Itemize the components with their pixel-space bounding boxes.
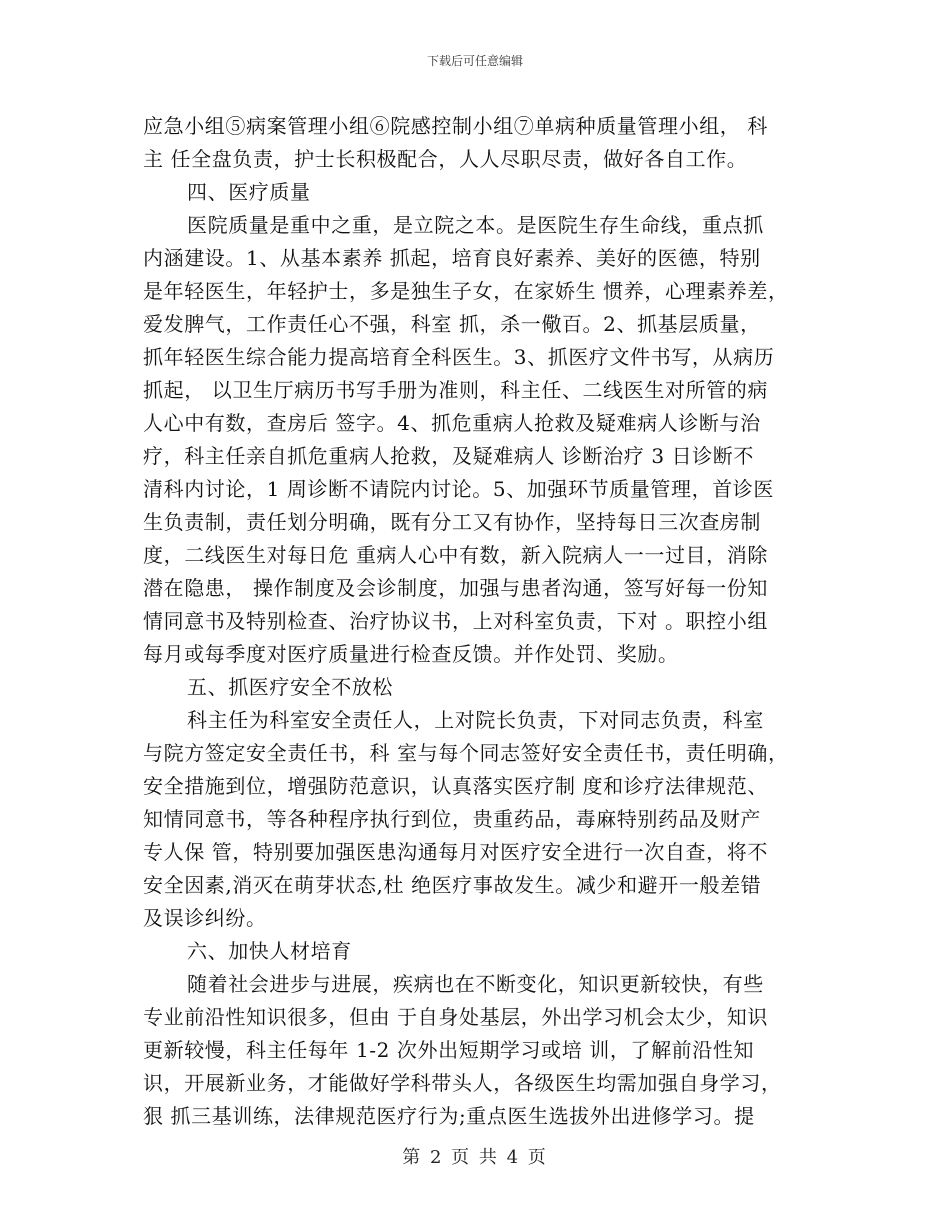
text-line: 情同意书及特别检查、治疗协议书，上对科室负责，下对 。职控小组 — [143, 609, 768, 633]
text-line: 内涵建设。1、从基本素养 抓起，培育良好素养、美好的医德，特别 — [143, 246, 761, 270]
text-line: 科主任为科室安全责任人，上对院长负责，下对同志负责，科室 — [187, 708, 764, 732]
text-line: 主 任全盘负责，护士长积极配合，人人尽职尽责，做好各自工作。 — [143, 147, 748, 171]
document-body — [143, 110, 823, 1133]
section-heading: 六、加快人材培育 — [187, 939, 352, 963]
text-line: 生负责制，责任划分明确，既有分工又有协作，坚持每日三次查房制 — [143, 510, 761, 534]
text-line: 度，二线医生对每日危 重病人心中有数，新入院病人一一过目，消除 — [143, 543, 768, 567]
text-line: 医院质量是重中之重，是立院之本。是医院生存生命线，重点抓 — [187, 213, 764, 237]
text-line: 疗，科主任亲自抓危重病人抢救，及疑难病人 诊断治疗 3 日诊断不 — [143, 444, 754, 468]
text-line: 识，开展新业务，才能做好学科带头人，各级医生均需加强自身学习， — [143, 1071, 782, 1095]
text-line: 是年轻医生，年轻护士，多是独生子女，在家娇生 惯养，心理素养差， — [143, 279, 789, 303]
text-line: 清科内讨论，1 周诊断不请院内讨论。5、加强环节质量管理，首诊医 — [143, 477, 775, 501]
text-line: 抓起， 以卫生厅病历书写手册为准则，科主任、二线医生对所管的病 — [143, 378, 768, 402]
text-line: 潜在隐患， 操作制度及会诊制度，加强与患者沟通，签写好每一份知 — [143, 576, 768, 600]
text-line: 抓年轻医生综合能力提高培育全科医生。3、抓医疗文件书写，从病历 — [143, 345, 775, 369]
text-line: 与院方签定安全责任书，科 室与每个同志签好安全责任书，责任明确， — [143, 741, 789, 765]
text-line: 爱发脾气，工作责任心不强，科室 抓，杀一儆百。2、抓基层质量， — [143, 312, 761, 336]
text-line: 安全措施到位，增强防范意识，认真落实医疗制 度和诊疗法律规范、 — [143, 774, 768, 798]
text-line: 更新较慢，科主任每年 1-2 次外出短期学习或培 训，了解前沿性知 — [143, 1038, 755, 1062]
page-header: 下载后可任意编辑 — [426, 54, 523, 68]
page-number: 第 2 页 共 4 页 — [402, 1147, 548, 1168]
text-line: 人心中有数，查房后 签字。4、抓危重病人抢救及疑难病人诊断与治 — [143, 411, 761, 435]
text-line: 安全因素,消灭在萌芽状态,杜 绝医疗事故发生。减少和避开一般差错 — [143, 873, 762, 897]
text-line: 知情同意书，等各种程序执行到位，贵重药品，毒麻特别药品及财产 — [143, 807, 761, 831]
text-line: 随着社会进步与进展，疾病也在不断变化，知识更新较快，有些 — [187, 972, 764, 996]
section-heading: 四、医疗质量 — [187, 180, 311, 204]
text-line: 每月或每季度对医疗质量进行检查反馈。并作处罚、奖励。 — [143, 642, 679, 666]
text-line: 狠 抓三基训练，法律规范医疗行为;重点医生选拔外出进修学习。提 — [143, 1104, 755, 1128]
text-line: 及误诊纠纷。 — [143, 906, 267, 930]
text-line: 专业前沿性知识很多，但由 于自身处基层，外出学习机会太少，知识 — [143, 1005, 768, 1029]
section-heading: 五、抓医疗安全不放松 — [187, 675, 393, 699]
text-line: 应急小组⑤病案管理小组⑥院感控制小组⑦单病种质量管理小组， 科 — [143, 114, 768, 138]
text-line: 专人保 管，特别要加强医患沟通每月对医疗安全进行一次自查，将不 — [143, 840, 768, 864]
